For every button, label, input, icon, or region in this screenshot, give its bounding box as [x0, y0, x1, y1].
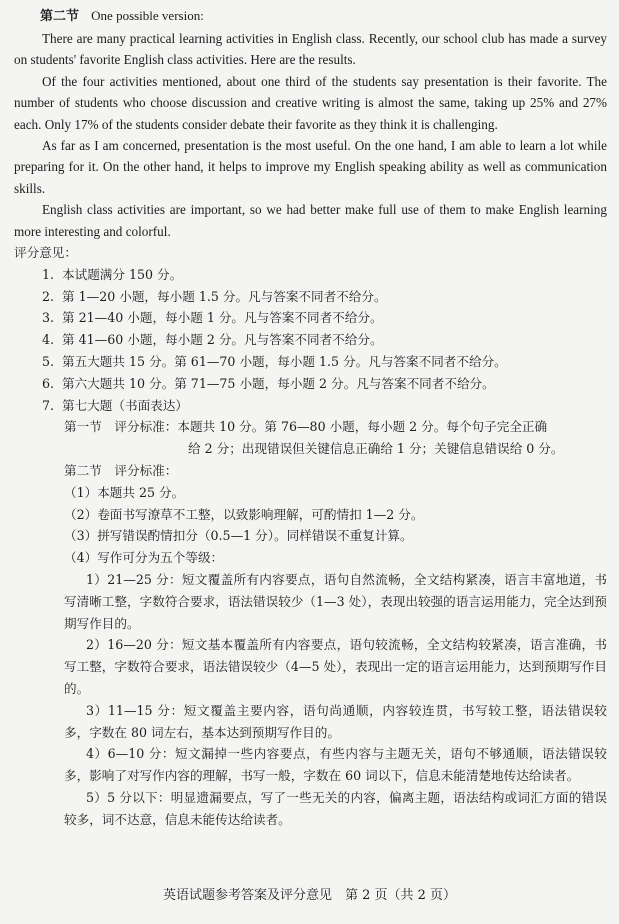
section-heading-en: One possible version:: [91, 8, 204, 23]
section-heading-cn: 第二节: [40, 9, 80, 24]
grading-list: [14, 264, 607, 417]
section1-criteria: [14, 416, 607, 460]
section2-point-3: （3）拼写错误酌情扣分（0.5—1 分）。同样错误不重复计算。: [64, 528, 413, 544]
grading-item-5: 5. 第五大题共 15 分。第 61—70 小题，每小题 1.5 分。凡与答案不同者不给分。: [42, 354, 507, 370]
section2-point-2: （2）卷面书写潦草不工整，以致影响理解，可酌情扣 1—2 分。: [64, 506, 424, 522]
grading-item-7: 7. 第七大题（书面表达）: [42, 397, 188, 413]
grading-item-2: 2. 第 1—20 小题，每小题 1.5 分。凡与答案不同者不给分。: [42, 288, 387, 304]
section1-lead: 第一节 评分标准：: [64, 419, 178, 435]
level-4: 4）6—10 分：短文漏掉一些内容要点，有些内容与主题无关，语句不够通顺，语法错误较多，影响了对写作内容的理解，书写一般，字数在 60 词以下，信息未能清楚地传达给读者。: [64, 746, 607, 784]
grading-item-4: 4. 第 41—60 小题，每小题 2 分。凡与答案不同者不给分。: [42, 332, 383, 348]
level-3: 3）11—15 分：短文覆盖主要内容，语句尚通顺，内容较连贯，书写较工整，语法错误较多，字数在 80 词左右，基本达到预期写作目的。: [64, 702, 607, 740]
level-2: 2）16—20 分：短文基本覆盖所有内容要点，语句较流畅，全文结构较紧凑，语言准确，书写工整，字数符合要求，语法错误较少（4—5 处），表现出一定的语言运用能力，达到预期写作目的。: [64, 637, 607, 696]
section2-point-4: （4）写作可分为五个等级：: [64, 550, 224, 566]
grading-title: 评分意见：: [14, 245, 77, 261]
grading-item-1: 1. 本试题满分 150 分。: [42, 266, 183, 282]
section2-criteria: [14, 460, 607, 831]
essay-paragraph-4: English class activities are important, so we had better make full use of them to make English learning more interesting and colorful.: [14, 202, 607, 239]
page-footer: 英语试题参考答案及评分意见 第 2 页（共 2 页）: [162, 888, 457, 903]
level-5: 5）5 分以下：明显遗漏要点，写了一些无关的内容，偏离主题，语法结构或词汇方面的错误较多，词不达意，信息未能传达给读者。: [64, 789, 607, 827]
section1-text-1: 本题共 10 分。第 76—80 小题，每小题 2 分。每个句子完全正确: [177, 419, 548, 435]
section-heading: [40, 6, 607, 27]
essay-paragraph-1: There are many practical learning activities in English class. Recently, our school club has made a survey on students' favorite English class activities. Here are the results.: [14, 31, 607, 68]
section2-lead: 第二节 评分标准：: [64, 463, 178, 479]
essay-paragraph-3: As far as I am concerned, presentation is the most useful. On the one hand, I am able to learn a lot while preparing for it. On the other hand, it helps to improve my English speaking ability as well as communication skills.: [14, 138, 607, 196]
section1-text-2: 给 2 分；出现错误但关键信息正确给 1 分；关键信息错误给 0 分。: [188, 441, 564, 457]
section2-point-1: （1）本题共 25 分。: [64, 484, 185, 500]
level-1: 1）21—25 分：短文覆盖所有内容要点，语句自然流畅，全文结构紧凑，语言丰富地道，书写清晰工整，字数符合要求，语法错误较少（1—3 处），表现出较强的语言运用能力，完全达到预期写作目的。: [64, 572, 607, 631]
grading-item-3: 3. 第 21—40 小题，每小题 1 分。凡与答案不同者不给分。: [42, 310, 383, 326]
grading-item-6: 6. 第六大题共 10 分。第 71—75 小题，每小题 2 分。凡与答案不同者不给分。: [42, 375, 495, 391]
essay-paragraph-2: Of the four activities mentioned, about one third of the students say presentation is their favorite. The number of students who choose discussion and creative writing is almost the same, taking up 25% and 27% each. Only 17% of the students consider debate their favorite as they think it is challenging.: [14, 73, 607, 132]
section1-line-1: [14, 416, 607, 438]
sample-essay: [14, 28, 607, 242]
